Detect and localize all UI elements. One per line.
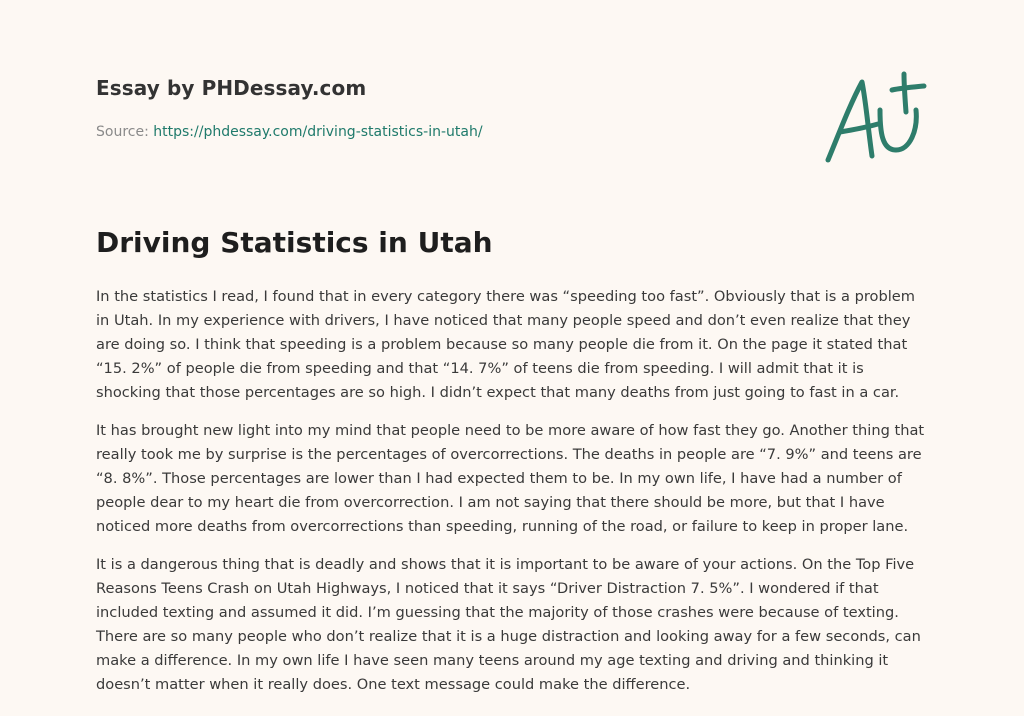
- paragraph: In the statistics I read, I found that in every category there was “speeding too fast”. Obviously that is a problem in Utah. In my experience with drivers, I have noticed that many people speed and don’t even realize that they are doing so. I think that speeding is a problem because so many people die from it. On the page it stated that “15. 2%” of people die from speeding and that “14. 7%” of teens die from speeding. I will admit that it is shocking that those percentages are so high. I didn’t expect that many deaths from just going to fast in a car.: [96, 288, 915, 401]
- source-link[interactable]: https://phdessay.com/driving-statistics-in-utah/: [153, 124, 483, 140]
- essay-body: [96, 285, 932, 711]
- essay-title: Driving Statistics in Utah: [96, 226, 493, 259]
- site-brand: Essay by PHDessay.com: [96, 76, 367, 100]
- a-plus-grade-icon: [822, 66, 928, 166]
- site-header: [96, 76, 366, 100]
- source-line: [96, 124, 483, 140]
- paragraph: It has brought new light into my mind that people need to be more aware of how fast they go. Another thing that really took me by surprise is the percentages of overcorrections. The deaths in people are “7. 9%” and teens are “8. 8%”. Those percentages are lower than I had expected them to be. In my own life, I have had a number of people dear to my heart die from overcorrection. I am not saying that there should be more, but that I have noticed more deaths from overcorrections than speeding, running of the road, or failure to keep in proper lane.: [96, 422, 925, 535]
- source-label: Source:: [96, 124, 154, 140]
- paragraph: It is a dangerous thing that is deadly and shows that it is important to be aware of your actions. On the Top Five Reasons Teens Crash on Utah Highways, I noticed that it says “Driver Distraction 7. 5%”. I wondered if that included texting and assumed it did. I’m guessing that the majority of those crashes were because of texting. There are so many people who don’t realize that it is a huge distraction and looking away for a few seconds, can make a difference. In my own life I have seen many teens around my age texting and driving and thinking it doesn’t matter when it really does. One text message could make the difference.: [96, 556, 921, 693]
